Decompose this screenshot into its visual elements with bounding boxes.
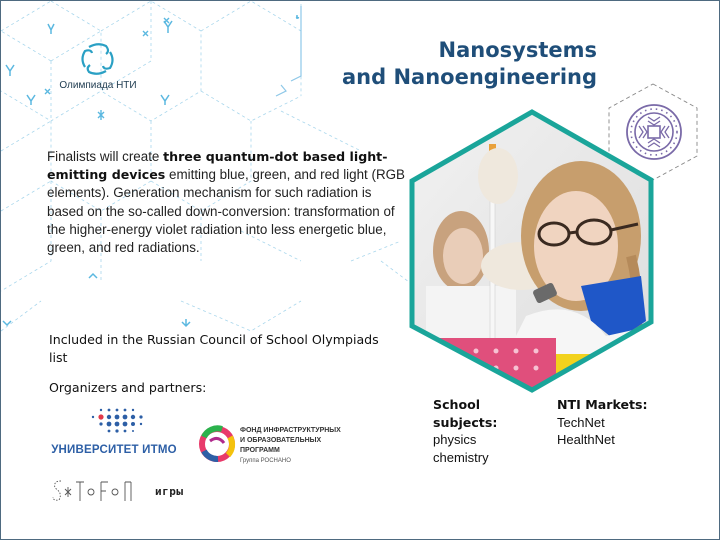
market-item: HealthNet	[557, 432, 615, 447]
subjects-heading-2: subjects:	[433, 414, 498, 430]
school-subjects	[433, 396, 497, 466]
fond-circle-icon	[198, 423, 236, 465]
students-lab-photo	[406, 106, 658, 396]
description-intro: Finalists will create	[47, 149, 164, 164]
competition-description	[47, 148, 407, 257]
fond-line-2: И ОБРАЗОВАТЕЛЬНЫХ	[240, 437, 322, 444]
itmo-label: УНИВЕРСИТЕТ ИТМО	[51, 444, 177, 456]
itmo-logo	[49, 406, 179, 456]
steam-games-label: игры	[155, 484, 184, 498]
steam-letters-icon	[51, 479, 151, 503]
fond-logo	[198, 423, 368, 473]
markets-heading: NTI Markets:	[557, 397, 648, 412]
nti-logo-label: Олимпиада НТИ	[59, 80, 137, 91]
title-line-2: and Nanoengineering	[342, 65, 597, 89]
subjects-heading-1: School	[433, 397, 481, 412]
fond-text	[240, 426, 341, 466]
fond-line-1: ФОНД ИНФРАСТРУКТУРНЫХ	[240, 427, 341, 434]
market-item: TechNet	[557, 414, 605, 430]
organizers-heading: Organizers and partners:	[49, 380, 207, 395]
page-title	[342, 37, 597, 91]
fond-line-3: ПРОГРАММ	[240, 447, 280, 454]
steam-games-logo	[51, 479, 184, 503]
subject-item: chemistry	[433, 449, 489, 465]
subject-item: physics	[433, 432, 477, 447]
title-line-1: Nanosystems	[438, 38, 597, 62]
nti-olympiad-logo	[53, 41, 143, 101]
nti-ring-icon	[79, 41, 117, 77]
description-rest: emitting blue, green, and red light (RGB elements). Generation mechanism for such radiation is based on the so-called down-conversion: transformation of the higher-energy violet radiation into less energetic blue, green, and red radiations.	[47, 167, 405, 256]
nti-markets	[557, 396, 648, 449]
description-bold: three quantum-dot based light-emitting devices	[47, 149, 388, 183]
itmo-dots-icon	[79, 406, 149, 436]
council-note: Included in the Russian Council of School Olympiads list	[49, 332, 379, 365]
fond-subtitle: Группа РОСНАНО	[240, 458, 291, 464]
